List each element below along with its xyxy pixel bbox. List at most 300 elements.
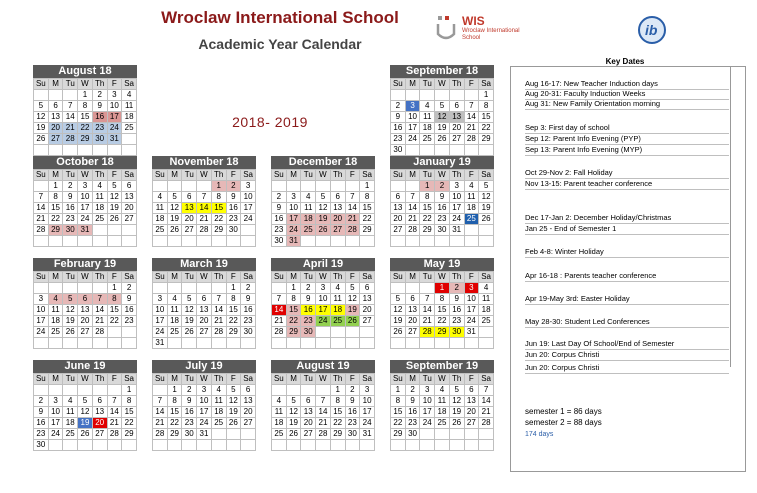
day-cell bbox=[316, 338, 331, 349]
day-cell: 29 bbox=[435, 327, 450, 338]
weekday-header: M bbox=[405, 170, 420, 181]
day-cell: 4 bbox=[330, 283, 345, 294]
day-cell: 8 bbox=[435, 294, 450, 305]
day-cell bbox=[391, 236, 406, 247]
day-cell: 30 bbox=[272, 236, 287, 247]
day-cell bbox=[241, 429, 256, 440]
day-cell: 10 bbox=[153, 305, 168, 316]
day-cell: 8 bbox=[226, 294, 241, 305]
day-cell bbox=[48, 385, 63, 396]
day-cell bbox=[391, 338, 406, 349]
day-cell: 9 bbox=[34, 407, 49, 418]
day-cell bbox=[405, 181, 420, 192]
day-cell: 25 bbox=[167, 327, 182, 338]
day-cell: 12 bbox=[63, 305, 78, 316]
weekday-header: Sa bbox=[122, 79, 137, 90]
day-cell: 3 bbox=[286, 192, 301, 203]
day-cell: 5 bbox=[107, 181, 122, 192]
month-header: August 19 bbox=[271, 360, 375, 373]
day-cell: 21 bbox=[107, 418, 122, 429]
day-cell: 6 bbox=[182, 192, 197, 203]
day-cell: 9 bbox=[391, 112, 406, 123]
month-calendar bbox=[152, 156, 256, 247]
wis-logo-mark-icon bbox=[436, 14, 456, 42]
day-cell: 20 bbox=[182, 214, 197, 225]
day-cell: 4 bbox=[48, 294, 63, 305]
day-cell: 19 bbox=[316, 214, 331, 225]
month-header: November 18 bbox=[152, 156, 256, 169]
day-cell: 16 bbox=[122, 305, 137, 316]
weekday-header: F bbox=[345, 374, 360, 385]
day-cell: 20 bbox=[360, 305, 375, 316]
day-cell bbox=[167, 283, 182, 294]
month-header: September 18 bbox=[390, 65, 494, 78]
day-cell bbox=[405, 236, 420, 247]
day-cell: 9 bbox=[405, 396, 420, 407]
day-cell: 7 bbox=[464, 101, 479, 112]
day-cell: 5 bbox=[479, 181, 494, 192]
day-cell bbox=[316, 181, 331, 192]
day-cell bbox=[420, 145, 435, 156]
day-cell: 26 bbox=[435, 134, 450, 145]
day-cell bbox=[360, 338, 375, 349]
ib-logo-text: ib bbox=[645, 22, 658, 38]
weekday-header: Tu bbox=[182, 374, 197, 385]
day-cell: 25 bbox=[122, 123, 137, 134]
day-cell: 6 bbox=[391, 192, 406, 203]
day-cell: 24 bbox=[464, 316, 479, 327]
day-cell bbox=[479, 327, 494, 338]
day-cell: 16 bbox=[182, 407, 197, 418]
day-cell: 16 bbox=[63, 203, 78, 214]
day-cell: 18 bbox=[122, 112, 137, 123]
day-cell: 25 bbox=[479, 316, 494, 327]
day-cell bbox=[153, 236, 168, 247]
day-cell: 27 bbox=[405, 327, 420, 338]
day-cell: 21 bbox=[405, 214, 420, 225]
weekday-header: Tu bbox=[182, 170, 197, 181]
day-cell: 10 bbox=[405, 112, 420, 123]
day-cell bbox=[360, 440, 375, 451]
day-cell bbox=[420, 283, 435, 294]
day-cell: 19 bbox=[345, 305, 360, 316]
weekday-header: Tu bbox=[182, 272, 197, 283]
day-cell: 11 bbox=[122, 101, 137, 112]
day-cell bbox=[464, 225, 479, 236]
day-cell: 10 bbox=[78, 192, 93, 203]
day-cell: 3 bbox=[241, 181, 256, 192]
weekday-header: F bbox=[107, 79, 122, 90]
day-cell: 24 bbox=[34, 327, 49, 338]
day-cell: 26 bbox=[479, 214, 494, 225]
day-cell: 13 bbox=[405, 305, 420, 316]
day-cell: 26 bbox=[449, 418, 464, 429]
day-cell: 7 bbox=[92, 294, 107, 305]
day-cell bbox=[153, 385, 168, 396]
day-cell: 10 bbox=[316, 294, 331, 305]
day-cell: 8 bbox=[78, 101, 93, 112]
weekday-header: Tu bbox=[63, 79, 78, 90]
day-cell bbox=[345, 440, 360, 451]
day-cell: 15 bbox=[226, 305, 241, 316]
weekday-header: Sa bbox=[479, 170, 494, 181]
day-cell: 17 bbox=[286, 214, 301, 225]
day-cell: 14 bbox=[405, 203, 420, 214]
day-cell bbox=[226, 338, 241, 349]
month-header: June 19 bbox=[33, 360, 137, 373]
weekday-header: F bbox=[345, 170, 360, 181]
day-cell bbox=[107, 145, 122, 156]
day-cell: 1 bbox=[78, 90, 93, 101]
day-cell: 29 bbox=[211, 225, 226, 236]
day-cell: 14 bbox=[34, 203, 49, 214]
day-cell bbox=[63, 236, 78, 247]
weekday-header: Tu bbox=[420, 272, 435, 283]
weekday-header: W bbox=[78, 374, 93, 385]
day-cell: 7 bbox=[420, 294, 435, 305]
weekday-header: Th bbox=[211, 170, 226, 181]
weekday-header: Su bbox=[391, 272, 406, 283]
day-cell bbox=[241, 225, 256, 236]
day-cell bbox=[226, 429, 241, 440]
day-cell: 10 bbox=[286, 203, 301, 214]
day-cell: 22 bbox=[211, 214, 226, 225]
day-cell: 1 bbox=[479, 90, 494, 101]
weekday-header: Su bbox=[153, 272, 168, 283]
day-cell: 17 bbox=[405, 123, 420, 134]
day-cell: 16 bbox=[272, 214, 287, 225]
weekday-header: M bbox=[405, 272, 420, 283]
day-cell bbox=[420, 338, 435, 349]
weekday-header: Tu bbox=[420, 79, 435, 90]
day-cell: 18 bbox=[63, 418, 78, 429]
weekday-header: W bbox=[197, 170, 212, 181]
day-cell: 17 bbox=[78, 203, 93, 214]
day-cell: 9 bbox=[435, 192, 450, 203]
day-cell: 22 bbox=[360, 214, 375, 225]
day-cell: 25 bbox=[301, 225, 316, 236]
day-cell: 7 bbox=[107, 396, 122, 407]
day-cell: 22 bbox=[226, 316, 241, 327]
day-cell: 28 bbox=[272, 327, 287, 338]
day-cell: 21 bbox=[197, 214, 212, 225]
day-cell: 6 bbox=[78, 294, 93, 305]
day-cell bbox=[92, 145, 107, 156]
weekday-header: F bbox=[464, 79, 479, 90]
day-cell: 15 bbox=[360, 203, 375, 214]
day-cell: 22 bbox=[420, 214, 435, 225]
day-cell: 1 bbox=[360, 181, 375, 192]
day-cell: 30 bbox=[391, 145, 406, 156]
day-cell: 27 bbox=[92, 429, 107, 440]
weekday-header: F bbox=[226, 170, 241, 181]
day-cell bbox=[211, 338, 226, 349]
day-cell: 28 bbox=[316, 429, 331, 440]
day-cell bbox=[167, 338, 182, 349]
day-cell bbox=[435, 145, 450, 156]
day-cell: 6 bbox=[405, 294, 420, 305]
day-cell: 21 bbox=[211, 316, 226, 327]
day-cell: 22 bbox=[330, 418, 345, 429]
day-cell: 21 bbox=[479, 407, 494, 418]
weekday-header: M bbox=[405, 79, 420, 90]
day-cell: 11 bbox=[48, 305, 63, 316]
day-cell bbox=[391, 90, 406, 101]
day-cell bbox=[272, 338, 287, 349]
day-cell bbox=[34, 283, 49, 294]
day-cell: 19 bbox=[107, 203, 122, 214]
key-date-item: Dec 17-Jan 2: December Holiday/Christmas bbox=[525, 213, 729, 224]
day-cell: 11 bbox=[167, 305, 182, 316]
day-cell: 5 bbox=[435, 101, 450, 112]
day-cell: 4 bbox=[211, 385, 226, 396]
key-date-item: Jun 19: Last Day Of School/End of Semester bbox=[525, 339, 729, 350]
day-cell bbox=[464, 145, 479, 156]
day-cell: 29 bbox=[391, 429, 406, 440]
day-cell: 13 bbox=[391, 203, 406, 214]
day-cell: 1 bbox=[211, 181, 226, 192]
day-cell: 27 bbox=[122, 214, 137, 225]
day-cell: 27 bbox=[391, 225, 406, 236]
day-cell: 24 bbox=[316, 316, 331, 327]
day-cell: 19 bbox=[391, 316, 406, 327]
day-cell bbox=[464, 236, 479, 247]
day-cell: 24 bbox=[360, 418, 375, 429]
day-cell: 18 bbox=[272, 418, 287, 429]
day-cell: 3 bbox=[420, 385, 435, 396]
day-cell bbox=[449, 236, 464, 247]
day-cell: 5 bbox=[286, 396, 301, 407]
day-cell: 3 bbox=[153, 294, 168, 305]
day-cell: 23 bbox=[241, 316, 256, 327]
day-cell: 16 bbox=[391, 123, 406, 134]
day-cell: 2 bbox=[34, 396, 49, 407]
weekday-header: W bbox=[197, 374, 212, 385]
day-cell: 19 bbox=[435, 123, 450, 134]
day-cell: 20 bbox=[197, 316, 212, 327]
month-header: January 19 bbox=[390, 156, 494, 169]
day-cell: 7 bbox=[405, 192, 420, 203]
key-date-item: Aug 16-17: New Teacher Induction days bbox=[525, 79, 729, 90]
day-cell bbox=[435, 338, 450, 349]
day-cell: 29 bbox=[360, 225, 375, 236]
day-cell: 22 bbox=[435, 316, 450, 327]
day-cell: 16 bbox=[226, 203, 241, 214]
day-cell bbox=[122, 236, 137, 247]
day-cell: 21 bbox=[272, 316, 287, 327]
day-cell: 4 bbox=[435, 385, 450, 396]
month-header: October 18 bbox=[33, 156, 137, 169]
day-cell: 24 bbox=[48, 429, 63, 440]
weekday-header: F bbox=[464, 374, 479, 385]
day-cell: 6 bbox=[360, 283, 375, 294]
key-date-item: Sep 3: First day of school bbox=[525, 123, 729, 134]
day-cell: 31 bbox=[197, 429, 212, 440]
month-calendar bbox=[390, 156, 494, 247]
day-cell: 30 bbox=[182, 429, 197, 440]
day-cell: 18 bbox=[330, 305, 345, 316]
day-cell: 3 bbox=[449, 181, 464, 192]
day-cell: 18 bbox=[479, 305, 494, 316]
day-cell: 27 bbox=[464, 418, 479, 429]
day-cell bbox=[316, 327, 331, 338]
day-cell: 28 bbox=[107, 429, 122, 440]
day-cell: 20 bbox=[48, 123, 63, 134]
day-cell: 30 bbox=[241, 327, 256, 338]
day-cell: 12 bbox=[78, 407, 93, 418]
day-cell bbox=[63, 385, 78, 396]
day-cell: 1 bbox=[107, 283, 122, 294]
day-cell: 9 bbox=[449, 294, 464, 305]
weekday-header: W bbox=[78, 170, 93, 181]
month-header: September 19 bbox=[390, 360, 494, 373]
weekday-header: Sa bbox=[241, 272, 256, 283]
day-cell: 23 bbox=[435, 214, 450, 225]
day-cell bbox=[167, 181, 182, 192]
day-cell bbox=[405, 145, 420, 156]
calendar-subtitle: Academic Year Calendar bbox=[198, 36, 362, 52]
day-cell: 29 bbox=[167, 429, 182, 440]
day-cell: 11 bbox=[435, 396, 450, 407]
day-cell: 3 bbox=[78, 181, 93, 192]
day-cell: 28 bbox=[197, 225, 212, 236]
weekday-header: W bbox=[78, 272, 93, 283]
day-cell: 4 bbox=[301, 192, 316, 203]
key-date-item: Jun 20: Corpus Christi bbox=[525, 363, 729, 374]
weekday-header: Th bbox=[211, 272, 226, 283]
day-cell: 8 bbox=[211, 192, 226, 203]
weekday-header: Su bbox=[391, 170, 406, 181]
weekday-header: W bbox=[435, 170, 450, 181]
day-cell: 2 bbox=[272, 192, 287, 203]
day-cell: 26 bbox=[286, 429, 301, 440]
day-cell: 28 bbox=[464, 134, 479, 145]
day-cell bbox=[78, 236, 93, 247]
day-cell: 30 bbox=[345, 429, 360, 440]
day-cell: 31 bbox=[449, 225, 464, 236]
day-cell: 7 bbox=[197, 192, 212, 203]
day-cell: 29 bbox=[78, 134, 93, 145]
day-cell: 11 bbox=[464, 192, 479, 203]
day-cell bbox=[301, 338, 316, 349]
day-cell bbox=[78, 145, 93, 156]
weekday-header: W bbox=[435, 272, 450, 283]
day-cell: 2 bbox=[182, 385, 197, 396]
day-cell: 8 bbox=[391, 396, 406, 407]
day-cell bbox=[405, 440, 420, 451]
day-cell: 1 bbox=[226, 283, 241, 294]
day-cell: 4 bbox=[167, 294, 182, 305]
day-cell bbox=[107, 236, 122, 247]
weekday-header: Su bbox=[153, 170, 168, 181]
day-cell: 13 bbox=[182, 203, 197, 214]
day-cell: 7 bbox=[63, 101, 78, 112]
day-cell bbox=[167, 440, 182, 451]
day-cell: 6 bbox=[241, 385, 256, 396]
day-cell bbox=[197, 236, 212, 247]
day-cell: 21 bbox=[316, 418, 331, 429]
weekday-header: Tu bbox=[420, 374, 435, 385]
day-cell bbox=[182, 236, 197, 247]
day-cell: 1 bbox=[435, 283, 450, 294]
day-cell: 28 bbox=[211, 327, 226, 338]
day-cell bbox=[92, 283, 107, 294]
weekday-header: Su bbox=[34, 374, 49, 385]
day-cell: 1 bbox=[420, 181, 435, 192]
weekday-header: Th bbox=[92, 374, 107, 385]
day-cell: 5 bbox=[63, 294, 78, 305]
day-cell bbox=[34, 145, 49, 156]
month-calendar bbox=[33, 156, 137, 247]
day-cell: 11 bbox=[301, 203, 316, 214]
day-cell: 17 bbox=[420, 407, 435, 418]
day-cell: 23 bbox=[92, 123, 107, 134]
day-cell: 11 bbox=[330, 294, 345, 305]
weekday-header: Tu bbox=[63, 170, 78, 181]
day-cell bbox=[405, 90, 420, 101]
day-cell: 31 bbox=[78, 225, 93, 236]
day-cell bbox=[286, 181, 301, 192]
day-cell: 12 bbox=[435, 112, 450, 123]
month-header: August 18 bbox=[33, 65, 137, 78]
day-cell bbox=[122, 145, 137, 156]
day-cell: 4 bbox=[479, 283, 494, 294]
day-cell bbox=[405, 283, 420, 294]
day-cell bbox=[211, 236, 226, 247]
day-cell bbox=[122, 440, 137, 451]
day-cell: 27 bbox=[78, 327, 93, 338]
day-cell: 13 bbox=[92, 407, 107, 418]
day-cell: 13 bbox=[241, 396, 256, 407]
day-cell: 10 bbox=[48, 407, 63, 418]
day-cell bbox=[479, 338, 494, 349]
day-cell: 31 bbox=[153, 338, 168, 349]
day-cell: 28 bbox=[479, 418, 494, 429]
day-cell: 1 bbox=[391, 385, 406, 396]
day-cell: 2 bbox=[241, 283, 256, 294]
day-cell bbox=[272, 283, 287, 294]
weekday-header: Tu bbox=[301, 272, 316, 283]
day-cell: 17 bbox=[48, 418, 63, 429]
day-cell: 3 bbox=[107, 90, 122, 101]
day-cell: 9 bbox=[226, 192, 241, 203]
day-cell: 10 bbox=[464, 294, 479, 305]
day-cell: 14 bbox=[420, 305, 435, 316]
day-cell: 5 bbox=[34, 101, 49, 112]
weekday-header: Sa bbox=[479, 272, 494, 283]
day-cell: 19 bbox=[182, 316, 197, 327]
day-cell: 2 bbox=[449, 283, 464, 294]
day-cell bbox=[197, 181, 212, 192]
day-cell: 4 bbox=[420, 101, 435, 112]
weekday-header: Th bbox=[330, 170, 345, 181]
day-cell: 31 bbox=[360, 429, 375, 440]
day-cell: 5 bbox=[226, 385, 241, 396]
day-cell bbox=[420, 90, 435, 101]
day-cell: 30 bbox=[63, 225, 78, 236]
day-cell: 17 bbox=[197, 407, 212, 418]
day-cell: 24 bbox=[153, 327, 168, 338]
day-cell bbox=[34, 236, 49, 247]
day-cell: 23 bbox=[122, 316, 137, 327]
day-cell bbox=[464, 429, 479, 440]
day-cell bbox=[345, 236, 360, 247]
weekday-header: Tu bbox=[63, 374, 78, 385]
day-cell: 2 bbox=[301, 283, 316, 294]
wis-logo-text: WIS bbox=[462, 14, 485, 28]
day-cell bbox=[360, 327, 375, 338]
day-cell: 27 bbox=[449, 134, 464, 145]
